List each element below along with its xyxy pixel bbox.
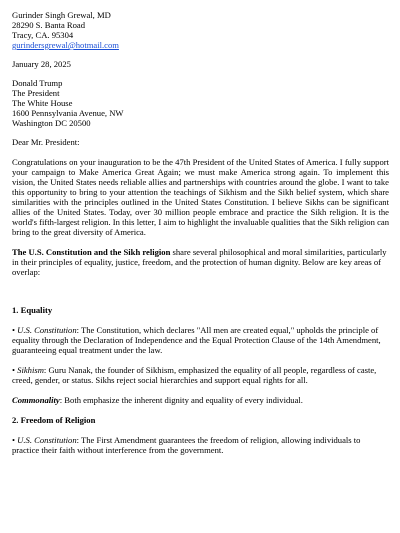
constitution-text: : The Constitution, which declares "All men are created equal," upholds the principle of equality through the Declaration of Independence and the Equal Protection Clause of the 14th Amendment, guaranteeing equal treatment under the law.: [12, 325, 381, 355]
recipient-address: [12, 78, 389, 128]
recipient-city: Washington DC 20500: [12, 118, 91, 128]
intro-paragraph: Congratulations on your inauguration to be the 47th President of the United States of America. I fully support your campaign to Make America Great Again; we must make America strong again. To implement this vision, the United States needs reliable allies and partnerships with countries around the globe. I want to take this opportunity to bring to your attention the teachings of Sikhism and the Sikh belief system, which share similarities with the principles outlined in the United States Constitution. I believe Sikhs can be significant allies of the United States. Today, over 30 million people embrace and practice the Sikh religion. It is the world's fifth-largest religion. In this letter, I aim to highlight the invaluable qualities that the Sikh religion can bring to the great diversity of America.: [12, 157, 389, 237]
bullet-marker: •: [12, 365, 16, 375]
equality-constitution-point: [12, 325, 389, 355]
sikhism-label: Sikhism: [17, 365, 44, 375]
commonality-text: : Both emphasize the inherent dignity and equality of every individual.: [59, 395, 303, 405]
sender-city: Tracy, CA. 95304: [12, 30, 74, 40]
sender-email-link[interactable]: gurindersgrewal@hotmail.com: [12, 40, 119, 50]
recipient-office: The White House: [12, 98, 73, 108]
recipient-street: 1600 Pennsylvania Avenue, NW: [12, 108, 124, 118]
overview-paragraph: [12, 247, 389, 277]
sender-address: [12, 10, 389, 50]
bullet-marker: •: [12, 435, 16, 445]
constitution-text: : The First Amendment guarantees the freedom of religion, allowing individuals to practice their faith without interference from the government.: [12, 435, 361, 455]
section-heading-freedom-of-religion: 2. Freedom of Religion: [12, 415, 96, 425]
equality-sikhism-point: [12, 365, 389, 385]
sikhism-text: : Guru Nanak, the founder of Sikhism, emphasized the equality of all people, regardless of caste, creed, gender, or status. Sikhs reject social hierarchies and support equal rights for all.: [12, 365, 377, 385]
recipient-title: The President: [12, 88, 60, 98]
section-heading-equality: 1. Equality: [12, 305, 53, 315]
overview-text: share several philosophical and moral similarities, particularly in their principles of equality, justice, freedom, and the protection of human dignity. Below are key areas of overlap:: [12, 247, 387, 277]
letter-date: January 28, 2025: [12, 59, 71, 69]
sender-street: 28290 S. Banta Road: [12, 20, 86, 30]
constitution-label: U.S. Constitution: [17, 435, 77, 445]
recipient-name: Donald Trump: [12, 78, 63, 88]
overview-lead: The U.S. Constitution and the Sikh religion: [12, 247, 171, 257]
sender-name: Gurinder Singh Grewal, MD: [12, 10, 111, 20]
commonality-label: Commonality: [12, 395, 60, 405]
constitution-label: U.S. Constitution: [17, 325, 77, 335]
freedom-constitution-point: [12, 435, 389, 455]
bullet-marker: •: [12, 325, 16, 335]
salutation: Dear Mr. President:: [12, 137, 80, 147]
equality-commonality: [12, 395, 389, 405]
